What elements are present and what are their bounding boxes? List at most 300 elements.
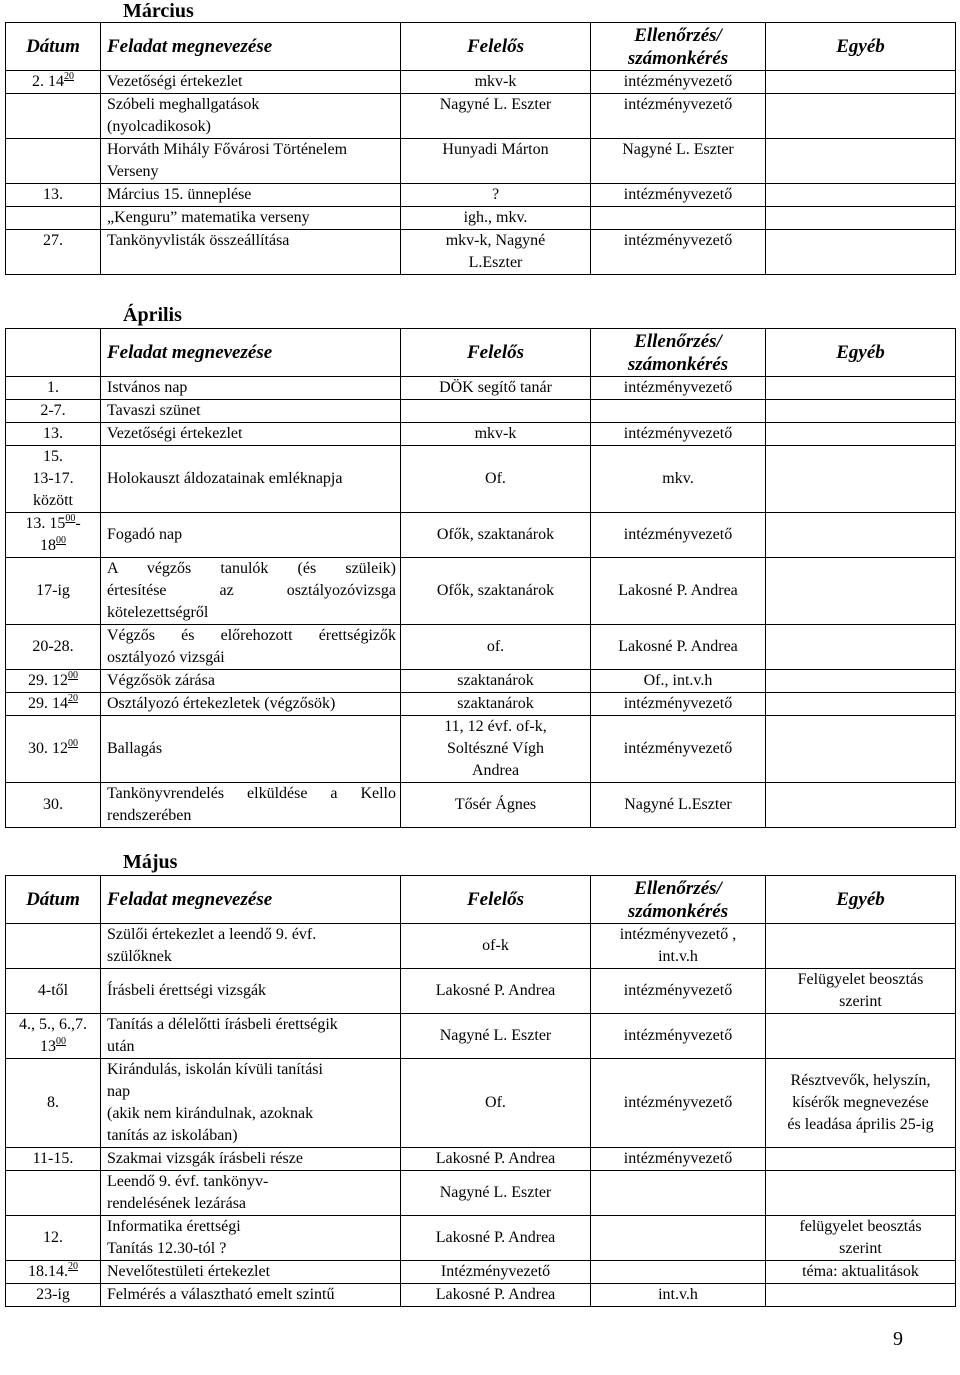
date-cell [6,71,101,94]
other-cell [766,969,956,1014]
cell-line: intézményvezető [623,73,733,90]
other-cell [766,693,956,716]
other-cell [766,377,956,400]
cell-line: Ofők, szaktanárok [436,582,555,599]
cell-line: (nyolcadikosok) [107,118,211,135]
table-row [6,94,956,139]
responsible-cell [401,207,591,230]
superscript: 20 [68,693,78,704]
check-cell [591,924,766,969]
date-cell [6,1284,101,1307]
header-date-cell [6,329,101,377]
cell-line: Lakosné P. Andrea [435,1150,556,1167]
cell-line: szerint [839,1240,882,1257]
cell-line: „Kenguru” matematika verseny [107,209,310,226]
header-check-cell [591,329,766,377]
responsible-cell [401,446,591,513]
other-cell [766,446,956,513]
cell-line: intézményvezető [623,526,733,543]
cell-text: 12. [43,1229,63,1246]
header-date-cell [6,23,101,71]
date-cell [6,924,101,969]
cell-line: és leadása április 25-ig [787,1116,934,1133]
cell-line: Osztályozó értekezletek (végzősök) [107,695,336,712]
cell-line: Szóbeli meghallgatások [107,96,260,113]
check-cell [591,513,766,558]
cell-line: Of. [485,1094,506,1111]
cell-line [8,1148,98,1170]
other-cell [766,207,956,230]
cell-line: Lakosné P. Andrea [618,638,738,655]
date-cell [6,139,101,184]
cell-line: Lakosné P. Andrea [435,982,556,999]
check-cell [591,1059,766,1148]
cell-line: Tavaszi szünet [107,402,201,419]
month-heading: Május [123,851,178,873]
cell-line: Felügyelet beosztás [797,971,924,988]
cell-text: 4., 5., 6.,7. [19,1016,87,1033]
cell-line: of-k [482,937,509,954]
cell-line: Nagyné L. Eszter [439,96,552,113]
cell-line: szaktanárok [457,695,534,712]
table-row [6,400,956,423]
table-row [6,1261,956,1284]
task-cell [101,1059,401,1148]
cell-line [8,636,98,658]
april-section [5,302,955,828]
cell-line [8,738,98,760]
cell-text: 15. [43,448,63,465]
header-label: Feladat megnevezése [107,889,273,910]
task-cell [101,1216,401,1261]
cell-line [8,670,98,692]
task-cell [101,1148,401,1171]
cell-line: Írásbeli érettségi vizsgák [107,982,267,999]
cell-line [8,1092,98,1114]
cell-line: A végzős tanulók (és szüleik) [107,560,396,577]
cell-line: intézményvezető [623,379,733,396]
other-cell [766,670,956,693]
check-cell [591,969,766,1014]
cell-line: mkv-k [474,73,517,90]
date-cell [6,1171,101,1216]
cell-text: 13. 15 [25,515,66,532]
cell-line: Szülői értekezlet a leendő 9. évf. [107,926,317,943]
task-cell [101,94,401,139]
table-row [6,1059,956,1148]
other-cell [766,924,956,969]
task-cell [101,1284,401,1307]
page-number: 9 [893,1328,903,1350]
task-cell [101,1261,401,1284]
table-row [6,513,956,558]
responsible-cell [401,184,591,207]
date-cell [6,558,101,625]
header-task-cell [101,876,401,924]
date-cell [6,207,101,230]
check-cell [591,71,766,94]
cell-line: felügyelet beosztás [799,1218,922,1235]
cell-line: L.Eszter [468,254,523,271]
header-responsible-cell [401,329,591,377]
cell-line: Nagyné L. Eszter [439,1027,552,1044]
check-cell [591,377,766,400]
cell-line: Lakosné P. Andrea [435,1286,556,1303]
task-cell [101,670,401,693]
check-cell [591,783,766,828]
header-task-cell [101,329,401,377]
check-cell [591,94,766,139]
cell-line [8,1284,98,1306]
april-table [5,328,956,828]
header-label: számonkérés [627,47,729,69]
check-cell [591,1148,766,1171]
header-label: Felelős [467,889,524,910]
cell-line: Ofők, szaktanárok [436,526,555,543]
cell-line [8,513,98,535]
cell-line: Résztvevők, helyszín, [790,1072,931,1089]
cell-line [8,1227,98,1249]
cell-line: után [107,1038,135,1055]
cell-line: Nagyné L.Eszter [624,796,732,813]
superscript: 00 [65,513,76,524]
check-cell [591,1261,766,1284]
responsible-cell [401,1261,591,1284]
cell-text: 18.14. [28,1263,68,1280]
other-cell [766,1148,956,1171]
check-cell [591,558,766,625]
responsible-cell [401,1284,591,1307]
cell-text: 8. [47,1094,59,1111]
cell-line: szerint [839,993,882,1010]
cell-line: mkv-k [474,425,517,442]
table-row [6,184,956,207]
header-row [6,23,956,71]
cell-line: intézményvezető [623,1150,733,1167]
header-label: Dátum [26,889,80,910]
cell-line: intézményvezető [623,1094,733,1111]
task-cell [101,693,401,716]
responsible-cell [401,400,591,423]
cell-text: 2. 14 [32,73,64,90]
cell-text: - [75,515,81,532]
responsible-cell [401,71,591,94]
task-cell [101,71,401,94]
date-cell [6,693,101,716]
cell-line: DÖK segítő tanár [439,379,552,396]
cell-line: Felmérés a választható emelt szintű [107,1286,335,1303]
date-cell [6,377,101,400]
responsible-cell [401,1216,591,1261]
table-row [6,207,956,230]
responsible-cell [401,625,591,670]
date-cell [6,969,101,1014]
responsible-cell [401,558,591,625]
responsible-cell [401,230,591,275]
cell-line [8,1036,98,1058]
table-row [6,558,956,625]
table-row [6,1014,956,1059]
cell-line: Andrea [471,762,520,779]
other-cell [766,230,956,275]
cell-line: Kirándulás, iskolán kívüli tanítási [107,1061,323,1078]
other-cell [766,1171,956,1216]
cell-line: Március 15. ünneplése [107,186,252,203]
cell-line: Lakosné P. Andrea [618,582,738,599]
header-label: Ellenőrzés/ [634,877,722,899]
table-row [6,377,956,400]
cell-line: Tankönyvlisták összeállítása [107,232,290,249]
cell-line: szülőknek [107,948,172,965]
table-row [6,625,956,670]
cell-line: Tanítás 12.30-tól ? [107,1240,227,1257]
cell-line: intézményvezető [623,186,733,203]
superscript: 00 [68,738,78,749]
table-row [6,1216,956,1261]
date-cell [6,513,101,558]
check-cell [591,1284,766,1307]
header-row [6,329,956,377]
cell-text: 13 [40,1038,56,1055]
cell-line [8,446,98,468]
month-heading: Április [123,304,182,326]
responsible-cell [401,924,591,969]
header-label: Felelős [467,36,524,57]
cell-text: között [33,492,73,509]
table-row [6,924,956,969]
cell-line: Leendő 9. évf. tankönyv- [107,1173,269,1190]
header-other-cell [766,876,956,924]
cell-line [8,693,98,715]
cell-line: mkv-k, Nagyné [445,232,546,249]
header-date-cell [6,876,101,924]
task-cell [101,1171,401,1216]
check-cell [591,1171,766,1216]
header-label: számonkérés [627,353,729,375]
cell-line: nap [107,1083,131,1100]
cell-line: int.v.h [658,1286,698,1303]
cell-line [8,377,98,399]
check-cell [591,184,766,207]
responsible-cell [401,1148,591,1171]
task-cell [101,924,401,969]
cell-line: Szakmai vizsgák írásbeli része [107,1150,303,1167]
task-cell [101,513,401,558]
cell-line: intézményvezető [623,695,733,712]
cell-line: Hunyadi Márton [442,141,549,158]
cell-line [8,490,98,512]
other-cell [766,1014,956,1059]
cell-text: 13. [43,425,63,442]
cell-line: intézményvezető [623,425,733,442]
header-task-cell [101,23,401,71]
cell-line [8,468,98,490]
cell-text: 11-15. [32,1150,74,1167]
header-label: számonkérés [627,900,729,922]
cell-text: 13. [43,186,63,203]
cell-line [8,794,98,816]
date-cell [6,446,101,513]
table-row [6,230,956,275]
task-cell [101,207,401,230]
cell-line: intézményvezető , [619,926,737,943]
superscript: 00 [56,535,66,546]
cell-line [8,71,98,93]
other-cell [766,94,956,139]
table-row [6,693,956,716]
task-cell [101,230,401,275]
other-cell [766,423,956,446]
cell-line: igh., mkv. [463,209,528,226]
cell-line: ? [491,186,500,203]
check-cell [591,1216,766,1261]
header-check-cell [591,23,766,71]
cell-line: értesítése az osztályozóvizsga [107,582,396,599]
check-cell [591,230,766,275]
date-cell [6,1148,101,1171]
check-cell [591,139,766,184]
cell-line [8,580,98,602]
task-cell [101,783,401,828]
table-row [6,446,956,513]
header-row [6,876,956,924]
header-responsible-cell [401,876,591,924]
check-cell [591,400,766,423]
superscript: 20 [64,71,74,82]
cell-text: 30. 12 [28,740,68,757]
date-cell [6,670,101,693]
table-row [6,1148,956,1171]
cell-text: 13-17. [32,470,74,487]
march-table [5,22,956,275]
date-cell [6,1059,101,1148]
other-cell [766,625,956,670]
task-cell [101,716,401,783]
date-cell [6,1014,101,1059]
table-row [6,1171,956,1216]
cell-line: osztályozó vizsgái [107,649,225,666]
cell-text: 23-ig [36,1286,70,1303]
cell-line: Nevelőtestületi értekezlet [107,1263,271,1280]
other-cell [766,1261,956,1284]
other-cell [766,558,956,625]
cell-line [8,1014,98,1036]
cell-line: intézményvezető [623,982,733,999]
table-row [6,71,956,94]
cell-line: Nagyné L. Eszter [439,1184,552,1201]
cell-line: rendelésének lezárása [107,1195,247,1212]
header-label: Feladat megnevezése [107,342,273,363]
check-cell [591,716,766,783]
task-cell [101,625,401,670]
cell-line [8,184,98,206]
cell-text: 2-7. [40,402,66,419]
cell-line: Istvános nap [107,379,188,396]
task-cell [101,558,401,625]
check-cell [591,625,766,670]
cell-line: Vezetőségi értekezlet [107,425,243,442]
responsible-cell [401,670,591,693]
task-cell [101,969,401,1014]
table-row [6,1284,956,1307]
responsible-cell [401,969,591,1014]
cell-line [8,423,98,445]
header-other-cell [766,329,956,377]
date-cell [6,625,101,670]
task-cell [101,1014,401,1059]
other-cell [766,513,956,558]
table-row [6,716,956,783]
responsible-cell [401,693,591,716]
date-cell [6,400,101,423]
cell-line: Nagyné L. Eszter [622,141,734,158]
other-cell [766,400,956,423]
responsible-cell [401,377,591,400]
table-row [6,670,956,693]
cell-text: 29. 14 [28,695,68,712]
check-cell [591,446,766,513]
cell-line: Intézményvezető [440,1263,551,1280]
cell-line [8,535,98,557]
cell-text: 17-ig [36,582,70,599]
date-cell [6,184,101,207]
month-heading: Március [123,0,194,22]
header-responsible-cell [401,23,591,71]
check-cell [591,693,766,716]
date-cell [6,423,101,446]
cell-line: tanítás az iskolában) [107,1127,238,1144]
date-cell [6,230,101,275]
cell-line: of. [486,638,505,655]
cell-line: szaktanárok [457,672,534,689]
date-cell [6,1261,101,1284]
date-cell [6,783,101,828]
responsible-cell [401,513,591,558]
cell-line [8,400,98,422]
cell-line: Tankönyvrendelés elküldése a Kello [107,785,396,802]
header-label: Dátum [26,36,80,57]
table-row [6,783,956,828]
cell-text: 1. [47,379,59,396]
cell-line [8,230,98,252]
cell-line: intézményvezető [623,232,733,249]
superscript: 00 [56,1036,66,1047]
other-cell [766,783,956,828]
cell-line: intézményvezető [623,1027,733,1044]
header-check-cell [591,876,766,924]
check-cell [591,423,766,446]
task-cell [101,377,401,400]
header-label: Egyéb [836,342,885,363]
responsible-cell [401,1171,591,1216]
other-cell [766,1216,956,1261]
other-cell [766,1059,956,1148]
cell-line: Tanítás a délelőtti írásbeli érettségik [107,1016,338,1033]
superscript: 20 [68,1261,78,1272]
header-label: Ellenőrzés/ [634,330,722,352]
header-label: Feladat megnevezése [107,36,273,57]
other-cell [766,71,956,94]
cell-line: téma: aktualitások [802,1263,919,1280]
header-label: Felelős [467,342,524,363]
cell-line: Fogadó nap [107,526,183,543]
cell-line: Végzősök zárása [107,672,215,689]
task-cell [101,446,401,513]
cell-line: rendszerében [107,807,192,824]
cell-line: Végzős és előrehozott érettségizők [107,627,396,644]
cell-line [8,1261,98,1283]
cell-line: Holokauszt áldozatainak emléknapja [107,470,343,487]
